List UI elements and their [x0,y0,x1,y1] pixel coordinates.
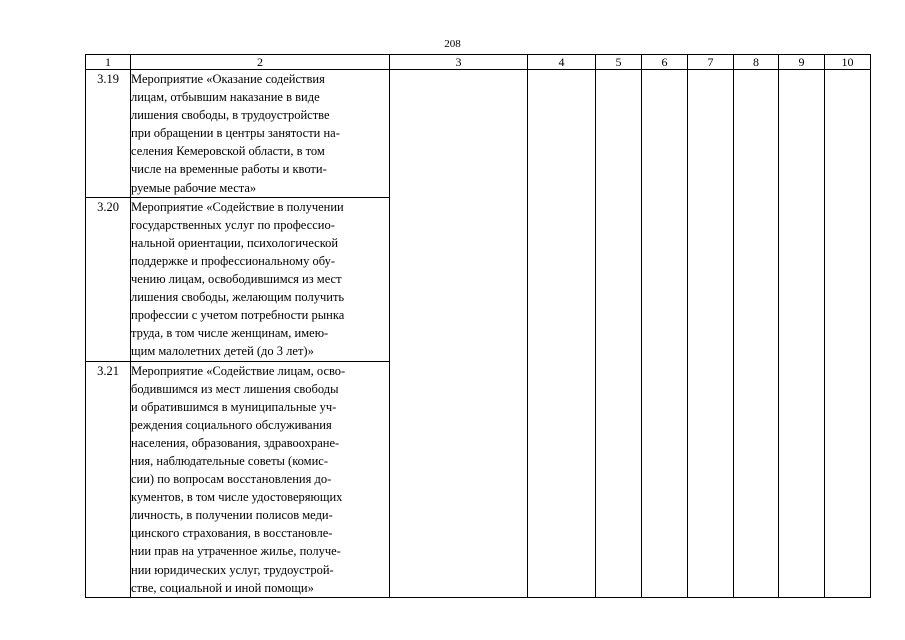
row-number: 3.21 [86,361,131,597]
description-line: ния, наблюдательные советы (комис- [131,453,328,468]
empty-cell-col-9 [779,70,825,598]
row-number: 3.19 [86,70,131,198]
description-line: кументов, в том числе удостоверяющих [131,490,343,505]
column-header-5: 5 [596,55,642,70]
description-line: руемые рабочие места» [131,180,257,195]
activity-description [131,70,390,198]
column-header-1: 1 [86,55,131,70]
empty-cell-col-4 [528,70,596,598]
description-line: числе на временные работы и квоти- [131,162,327,177]
description-line: нии юридических услуг, трудоустрой- [131,562,334,577]
description-line: щим малолетних детей (до 3 лет)» [131,344,314,359]
activity-description [131,197,390,361]
description-line: и обратившимся в муниципальные уч- [131,399,337,414]
description-line: лицам, отбывшим наказание в виде [131,90,320,105]
column-header-8: 8 [734,55,779,70]
description-line: Мероприятие «Содействие лицам, осво- [131,363,346,378]
column-header-4: 4 [528,55,596,70]
program-activities-table [85,54,871,598]
empty-cell-col-7 [688,70,734,598]
description-line: личность, в получении полисов меди- [131,508,333,523]
page-number: 208 [444,38,461,50]
description-line: цинского страхования, в восстановле- [131,526,333,541]
column-header-9: 9 [779,55,825,70]
description-line: Мероприятие «Содействие в получении [131,199,344,214]
description-line: лишения свободы, желающим получить [131,290,345,305]
column-header-10: 10 [825,55,871,70]
description-line: сии) по вопросам восстановления до- [131,472,332,487]
description-line: населения, образования, здравоохране- [131,435,340,450]
merged-empty-cell-col-3 [390,70,528,598]
column-header-6: 6 [642,55,688,70]
empty-cell-col-6 [642,70,688,598]
table-row-3-19 [86,70,871,198]
description-line: поддержке и профессиональному обу- [131,253,335,268]
description-line: труда, в том числе женщинам, имею- [131,326,329,341]
description-line: при обращении в центры занятости на- [131,126,340,141]
description-line: нальной ориентации, психологической [131,235,339,250]
column-header-2: 2 [131,55,390,70]
activity-description [131,361,390,597]
empty-cell-col-8 [734,70,779,598]
description-line: стве, социальной и иной помощи» [131,580,314,595]
description-line: профессии с учетом потребности рынка [131,308,345,323]
description-line: чению лицам, освободившимся из мест [131,272,342,287]
description-line: бодившимся из мест лишения свободы [131,381,339,396]
description-line: селения Кемеровской области, в том [131,144,325,159]
description-line: реждения социального обслуживания [131,417,332,432]
row-number: 3.20 [86,197,131,361]
column-number-header-row [86,55,871,70]
description-line: государственных услуг по профессио- [131,217,335,232]
column-header-7: 7 [688,55,734,70]
description-line: нии прав на утраченное жилье, получе- [131,544,341,559]
column-header-3: 3 [390,55,528,70]
description-line: лишения свободы, в трудоустройстве [131,108,330,123]
empty-cell-col-10 [825,70,871,598]
description-line: Мероприятие «Оказание содействия [131,72,325,86]
empty-cell-col-5 [596,70,642,598]
